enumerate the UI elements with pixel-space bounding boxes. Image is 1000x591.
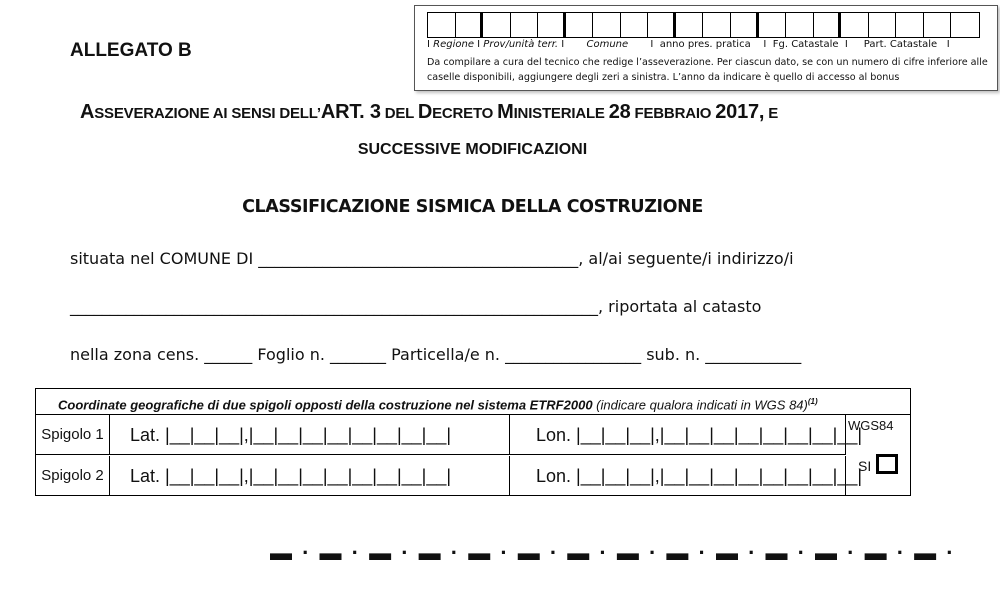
spigolo-1-label: Spigolo 1 (36, 415, 110, 454)
title1-j: FEBBRAIO (630, 105, 716, 122)
code-cell[interactable] (841, 13, 869, 37)
title1-b: SSEVERAZIONE AI SENSI DELL’ (94, 105, 321, 122)
code-cell[interactable] (428, 13, 456, 37)
spigolo-1-lat-field[interactable]: Lat. |__|__|__|,|__|__|__|__|__|__|__|__| (110, 415, 510, 454)
spigolo-2-lat-field[interactable]: Lat. |__|__|__|,|__|__|__|__|__|__|__|__| (110, 456, 510, 496)
code-cell[interactable] (814, 13, 842, 37)
spigolo-1-lon-field[interactable]: Lon. |__|__|__|,|__|__|__|__|__|__|__|__| (510, 415, 846, 454)
legend-part: Part. Catastale (863, 39, 938, 50)
code-cells[interactable] (427, 12, 980, 38)
code-cell[interactable] (896, 13, 924, 37)
code-cell[interactable] (759, 13, 787, 37)
code-note: Da compilare a cura del tecnico che redige l’asseverazione. Per ciascun dato, se con un numero di cifre inferiore alle caselle disponibili, aggiungere degli zeri a sinistra. L’anno da indicare è quello di accesso al bonus (427, 57, 988, 83)
title-classificazione: CLASSIFICAZIONE SISMICA DELLA COSTRUZIONE (242, 197, 703, 217)
code-cell[interactable] (456, 13, 484, 37)
code-cell[interactable] (731, 13, 759, 37)
table-row-spigolo-1 (36, 415, 863, 455)
title1-c: ART. 3 (320, 101, 381, 123)
code-cell[interactable] (483, 13, 511, 37)
footnote-ref: (1) (807, 397, 818, 406)
title1-l: E (764, 105, 779, 122)
title-successive: SUCCESSIVE MODIFICAZIONI (357, 141, 588, 158)
title1-f: ECRETO (432, 105, 498, 122)
title1-g: M (497, 101, 514, 123)
code-cell[interactable] (566, 13, 594, 37)
spigolo-2-label: Spigolo 2 (36, 456, 110, 496)
code-legend: I Regione I Prov/unità terr. I Comune I anno pres. pratica I Fg. Catastale I Part. Catastale I (427, 39, 950, 50)
dashed-separator: ▬ · ▬ · ▬ · ▬ · ▬ · ▬ · ▬ · ▬ · ▬ · ▬ · ▬ · ▬ · ▬ · ▬ · (270, 540, 956, 565)
legend-prov: Prov/unità terr. (483, 39, 559, 50)
table-row-spigolo-2 (36, 456, 863, 496)
code-cell[interactable] (703, 13, 731, 37)
code-cell[interactable] (538, 13, 566, 37)
code-cell[interactable] (511, 13, 539, 37)
allegato-label: ALLEGATO B (70, 40, 192, 61)
wgs84-label: WGS84 (848, 418, 894, 433)
code-cell[interactable] (951, 13, 979, 37)
code-cell[interactable] (786, 13, 814, 37)
form-line-indirizzo[interactable]: __________________________________________________________________, riportata al catasto (70, 297, 762, 316)
title1-e: D (417, 101, 433, 123)
title1-i: 28 (608, 101, 631, 123)
si-label: SI (858, 458, 872, 474)
legend-fg: Fg. Catastale (772, 39, 839, 50)
legend-regione: Regione (433, 39, 474, 50)
title-asseverazione (80, 101, 778, 124)
legend-comune: Comune (586, 39, 629, 50)
form-line-comune[interactable]: situata nel COMUNE DI ________________________________________, al/ai seguente/i indirizzo/i (70, 249, 794, 268)
title1-k: 2017, (715, 101, 765, 123)
code-cell[interactable] (869, 13, 897, 37)
code-cell[interactable] (648, 13, 676, 37)
title1-a: A (80, 101, 95, 123)
legend-anno: anno pres. pratica (659, 39, 751, 50)
form-line-catasto[interactable]: nella zona cens. ______ Foglio n. _______ Particella/e n. _________________ sub. n. ____________ (70, 345, 802, 364)
wgs84-si-checkbox[interactable] (876, 454, 898, 474)
coordinates-header-note: (indicare qualora indicati in WGS 84) (592, 397, 808, 413)
code-cell[interactable] (621, 13, 649, 37)
spigolo-2-lon-field[interactable]: Lon. |__|__|__|,|__|__|__|__|__|__|__|__| (510, 456, 846, 496)
code-cell[interactable] (924, 13, 952, 37)
coordinates-header-bold: Coordinate geografiche di due spigoli opposti della costruzione nel sistema ETRF2000 (58, 397, 593, 413)
title1-h: INISTERIALE (513, 105, 609, 122)
code-cell[interactable] (676, 13, 704, 37)
title1-d: DEL (380, 105, 418, 122)
coordinates-header (36, 389, 910, 415)
code-box (414, 5, 998, 91)
code-cell[interactable] (593, 13, 621, 37)
coordinates-table (35, 388, 911, 496)
